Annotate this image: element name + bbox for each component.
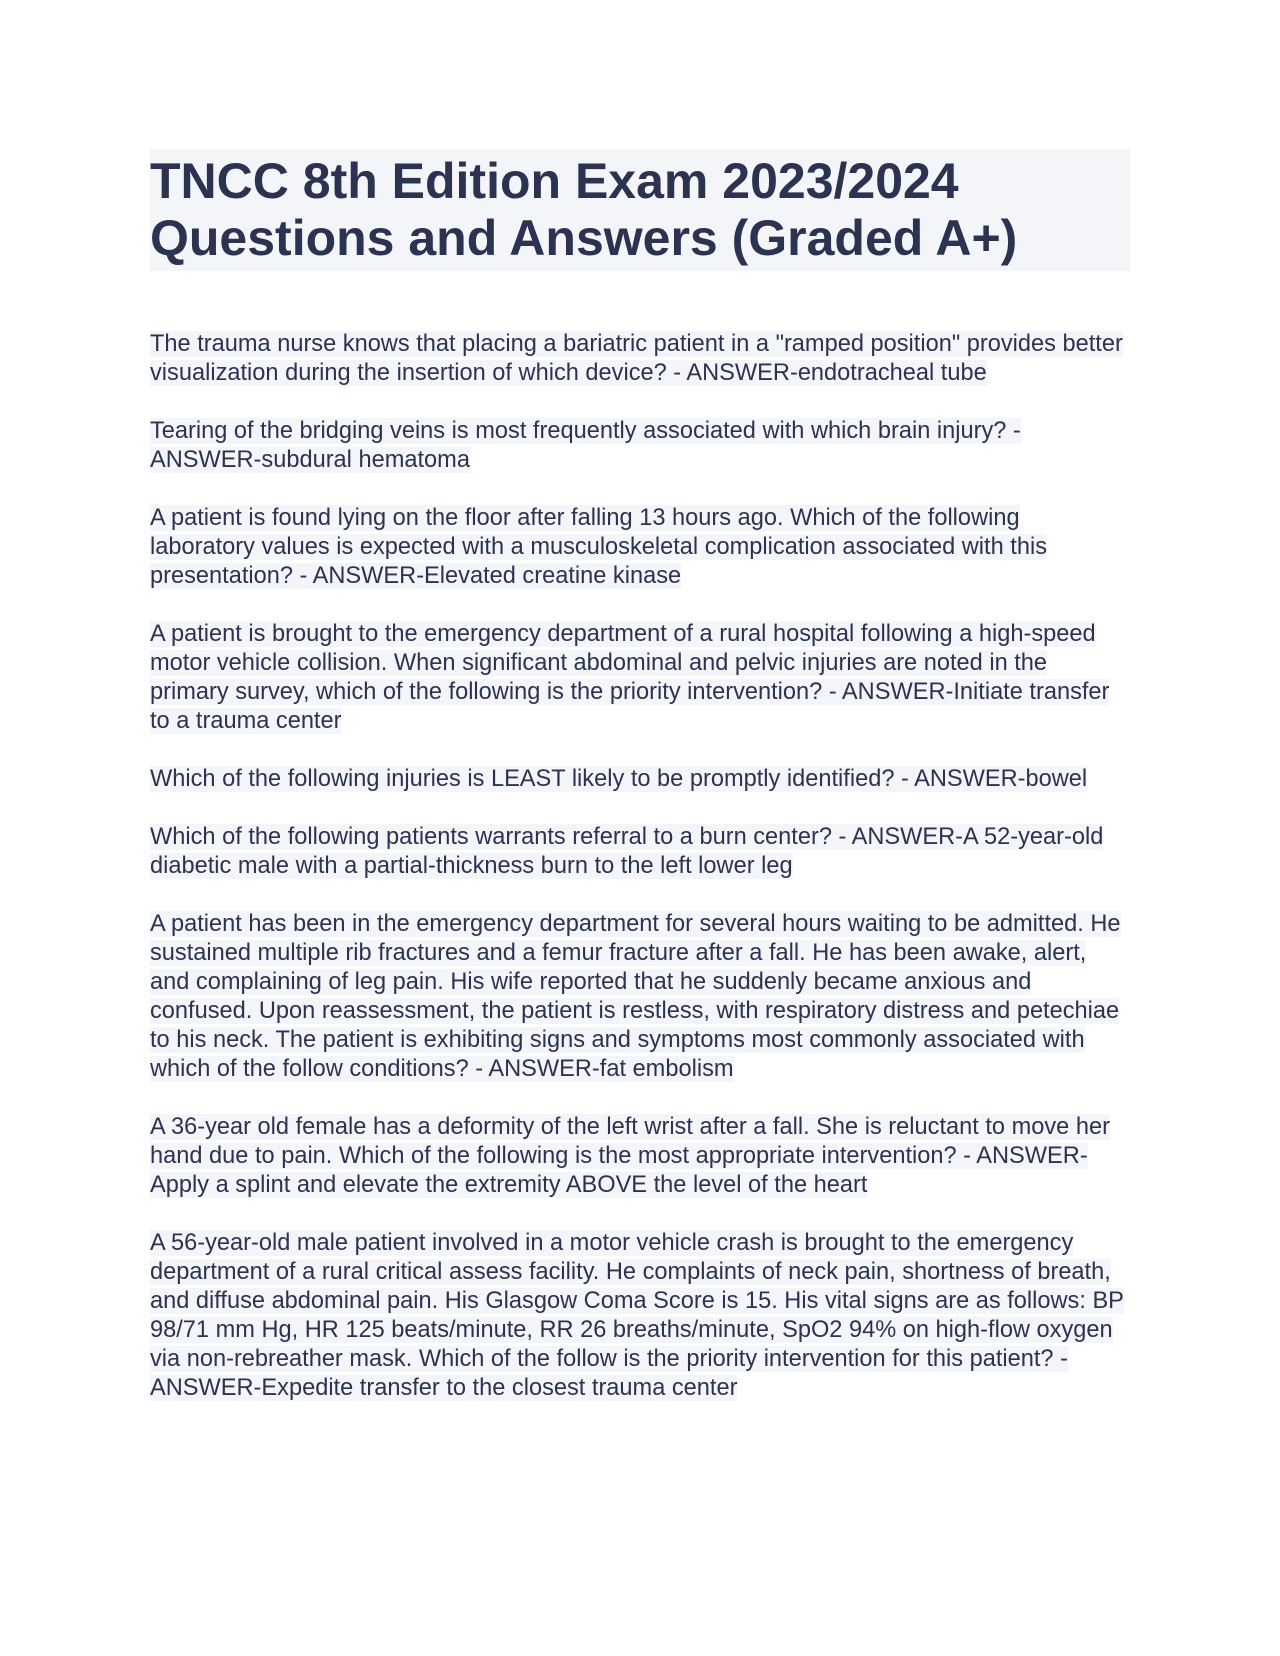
qa-list: [150, 330, 1130, 1403]
qa-text: Which of the following injuries is LEAST likely to be promptly identified? - ANSWER-bowel: [150, 766, 1088, 792]
title-block: [150, 149, 1130, 271]
qa-text: A patient has been in the emergency department for several hours waiting to be admitted. He sustained multiple rib fractures and a femur fracture after a fall. He has been awake, alert, and complaining of leg pain. His wife reported that he suddenly became anxious and confused. Upon reassessment, the patient is restless, with respiratory distress and petechiae to his neck. The patient is exhibiting signs and symptoms most commonly associated with which of the follow conditions? - ANSWER-fat embolism: [150, 911, 1121, 1082]
qa-item: [150, 504, 1130, 591]
qa-item: [150, 765, 1130, 794]
qa-text: A patient is brought to the emergency department of a rural hospital following a high-speed motor vehicle collision. When significant abdominal and pelvic injuries are noted in the primary survey, which of the following is the priority intervention? - ANSWER-Initiate transfer to a trauma center: [150, 621, 1110, 734]
qa-text: A 36-year old female has a deformity of the left wrist after a fall. She is reluctant to move her hand due to pain. Which of the following is the most appropriate intervention? - ANSWER-Apply a splint and elevate the extremity ABOVE the level of the heart: [150, 1114, 1110, 1198]
qa-item: [150, 823, 1130, 881]
qa-item: [150, 620, 1130, 736]
qa-item: [150, 417, 1130, 475]
document-page: [150, 149, 1130, 1432]
qa-item: [150, 910, 1130, 1084]
qa-text: Which of the following patients warrants referral to a burn center? - ANSWER-A 52-year-old diabetic male with a partial-thickness burn to the left lower leg: [150, 824, 1104, 879]
qa-item: [150, 330, 1130, 388]
qa-item: [150, 1113, 1130, 1200]
qa-text: A 56-year-old male patient involved in a motor vehicle crash is brought to the emergency department of a rural critical assess facility. He complaints of neck pain, shortness of breath, and diffuse abdominal pain. His Glasgow Coma Score is 15. His vital signs are as follows: BP 98/71 mm Hg, HR 125 beats/minute, RR 26 breaths/minute, SpO2 94% on high-flow oxygen via non-rebreather mask. Which of the follow is the priority intervention for this patient? - ANSWER-Expedite transfer to the closest trauma center: [150, 1230, 1124, 1401]
qa-item: [150, 1229, 1130, 1403]
qa-text: A patient is found lying on the floor after falling 13 hours ago. Which of the following laboratory values is expected with a musculoskeletal complication associated with this presentation? - ANSWER-Elevated creatine kinase: [150, 505, 1048, 589]
qa-text: Tearing of the bridging veins is most frequently associated with which brain injury? - ANSWER-subdural hematoma: [150, 418, 1021, 473]
qa-text: The trauma nurse knows that placing a bariatric patient in a "ramped position" provides better visualization during the insertion of which device? - ANSWER-endotracheal tube: [150, 331, 1123, 386]
document-title: TNCC 8th Edition Exam 2023/2024 Questions and Answers (Graded A+): [150, 153, 1018, 266]
